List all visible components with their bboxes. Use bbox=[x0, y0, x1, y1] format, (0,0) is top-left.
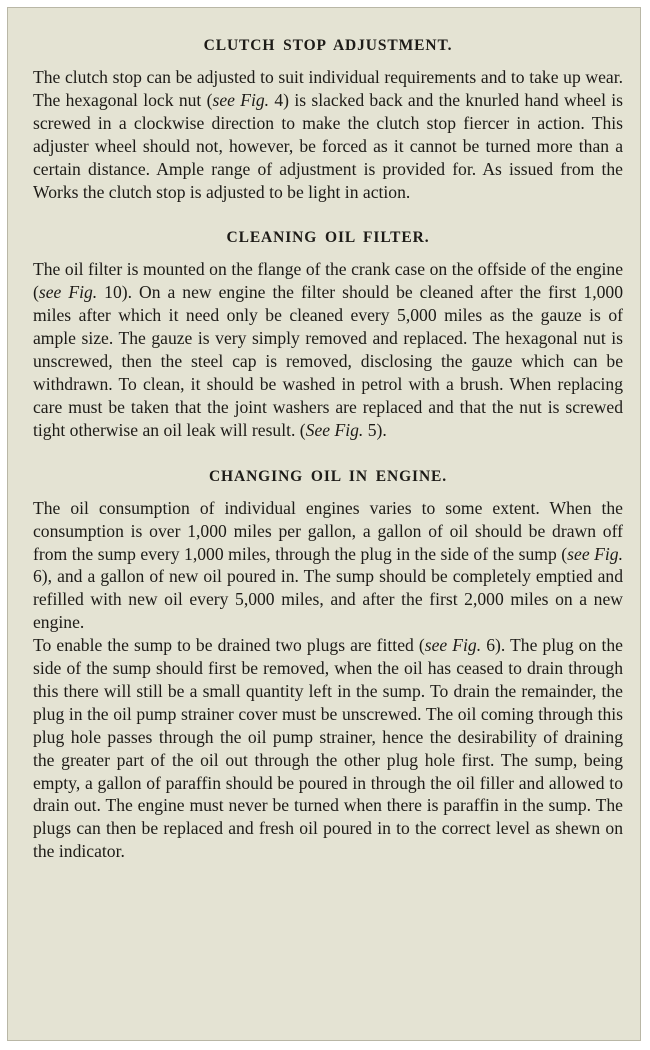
figure-reference: see Fig. bbox=[424, 635, 482, 656]
text-run: To enable the sump to be drained two plugs are fitted ( bbox=[33, 635, 425, 656]
figure-reference: See Fig. bbox=[305, 419, 364, 440]
book-page bbox=[7, 7, 641, 1041]
text-run: 10). On a new engine the filter should be cleaned after the first 1,000 miles after which it need only be cleaned every 5,000 miles as the gauze is of ample size. The gauze is very simply removed and replaced. The hexagonal nut is unscrewed, then the steel cap is removed, disclosing the gauze which can be withdrawn. To clean, it should be washed in petrol with a brush. When replacing care must be taken that the joint washers are replaced and that the nut is screwed tight otherwise an oil leak will result. ( bbox=[33, 282, 623, 440]
page-content bbox=[33, 35, 623, 863]
text-run: The oil consumption of individual engines varies to some extent. When the consumption is over 1,000 miles per gallon, a gallon of oil should be drawn off from the sump every 1,000 miles, through the plug in the side of the sump ( bbox=[33, 497, 623, 564]
paragraph-oil-filter bbox=[33, 258, 623, 441]
heading-cleaning-oil-filter: CLEANING OIL FILTER. bbox=[226, 229, 430, 247]
text-run: The clutch stop can be adjusted to suit individual requirements and to take up wear. The hexagonal lock nut ( bbox=[33, 67, 623, 110]
figure-reference: see Fig. bbox=[38, 282, 98, 303]
heading-changing-oil-in-engine: CHANGING OIL IN ENGINE. bbox=[208, 467, 448, 485]
text-run: 5). bbox=[363, 419, 387, 440]
section-spacer bbox=[33, 442, 623, 466]
section-spacer bbox=[33, 203, 623, 227]
text-run: 4) is slacked back and the knurled hand wheel is screwed in a clockwise direction to make the clutch stop fiercer in action. This adjuster wheel should not, however, be forced as it cannot be turned more than a certain distance. Ample range of adjustment is provided for. As issued from the Works the clutch stop is adjusted to be light in action. bbox=[33, 89, 623, 202]
figure-reference: see Fig. bbox=[212, 89, 270, 110]
paragraph-oil-consumption bbox=[33, 497, 623, 634]
text-run: The oil filter is mounted on the flange of the crank case on the offside of the engine ( bbox=[33, 259, 623, 303]
paragraph-draining-sump bbox=[33, 634, 623, 863]
text-run: 6). The plug on the side of the sump should first be removed, when the oil has ceased to drain through this there will still be a small quantity left in the sump. To drain the remainder, the plug in the oil pump strainer cover must be unscrewed. The oil coming through this plug hole passes through the oil pump strainer, hence the desirability of draining the greater part of the oil out through the other plug hole first. The sump, being empty, a gallon of paraffin should be poured in through the oil filler and allowed to drain out. The engine must never be turned when there is paraffin in the sump. The plugs can then be replaced and fresh oil poured in to the correct level as shewn on the indicator. bbox=[33, 635, 623, 862]
heading-clutch-stop-adjustment: CLUTCH STOP ADJUSTMENT. bbox=[203, 37, 453, 54]
paragraph-clutch-stop bbox=[33, 66, 623, 203]
figure-reference: see Fig. bbox=[567, 543, 624, 564]
text-run: 6), and a gallon of new oil poured in. The sump should be completely emptied and refilled with new oil every 5,000 miles, and after the first 2,000 miles on a new engine. bbox=[33, 566, 623, 633]
